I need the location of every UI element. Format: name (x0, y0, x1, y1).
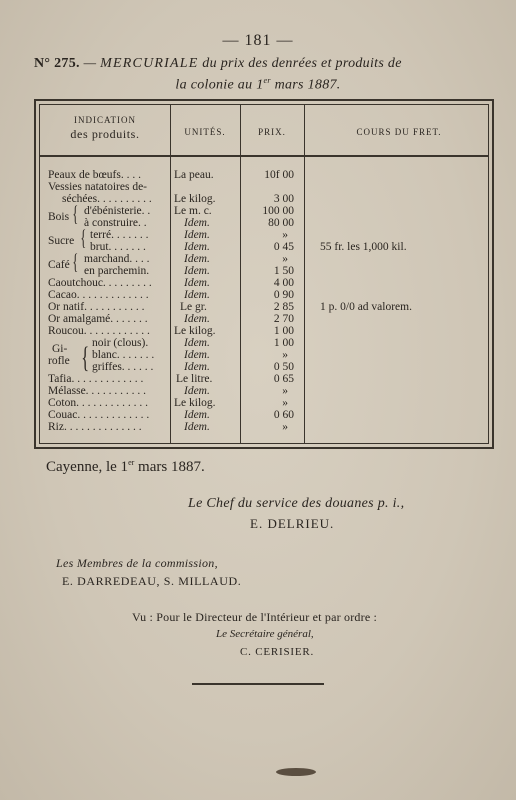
product-cell: d'ébénisterie. . (84, 205, 151, 217)
chef-name: E. DELRIEU. (250, 516, 335, 531)
unit-cell: Idem. (184, 385, 210, 397)
header-separator (40, 155, 488, 157)
unit-cell: Idem. (184, 361, 210, 373)
group-label-sucre: Sucre (48, 235, 75, 247)
place-date-b: mars 1887. (134, 459, 205, 475)
heading-dash: — (79, 56, 101, 71)
header-freight: COURS DU FRET. (356, 127, 442, 137)
product-cell: Peaux de bœufs. . . . (48, 169, 141, 181)
freight-cell-or: 1 p. 0/0 ad valorem. (320, 301, 412, 313)
product-cell: Mélasse. . . . . . . . . . . (48, 385, 147, 397)
product-cell: griffes. . . . . . (92, 361, 154, 373)
closing-rule (192, 683, 324, 685)
product-cell: Tafia. . . . . . . . . . . . . (48, 373, 144, 385)
price-table-inner (39, 104, 489, 444)
place-date-a: Cayenne, le 1 (46, 459, 129, 475)
unit-cell: Idem. (184, 217, 210, 229)
members-names: E. DARREDEAU, S. MILLAUD. (62, 574, 242, 588)
unit-cell: Idem. (184, 337, 210, 349)
unit-cell: Le kilog. (174, 193, 216, 205)
price-cell: » (282, 385, 288, 397)
price-cell: 0 45 (273, 241, 294, 253)
chef-title: Le Chef du service des douanes p. i., (188, 496, 405, 511)
price-cell: » (282, 229, 288, 241)
price-cell: » (282, 253, 288, 265)
vu-line: Vu : Pour le Directeur de l'Intérieur et par ordre : (132, 610, 378, 624)
unit-cell: Le litre. (176, 373, 213, 385)
heading-line2-b: mars 1887. (270, 77, 341, 93)
header-price: PRIX. (258, 127, 286, 137)
unit-cell: Idem. (184, 409, 210, 421)
unit-cell: Idem. (184, 421, 210, 433)
heading-line-2 (0, 76, 516, 94)
unit-cell: Le kilog. (174, 397, 216, 409)
unit-cell: Idem. (184, 349, 210, 361)
members-title: Les Membres de la commission, (56, 556, 218, 570)
brace-cafe: { (72, 249, 79, 274)
product-cell: brut. . . . . . . (90, 241, 146, 253)
product-cell: Caoutchouc. . . . . . . . . (48, 277, 152, 289)
unit-cell: La peau. (174, 169, 214, 181)
place-date (46, 458, 205, 476)
price-table (34, 99, 494, 449)
unit-cell: Idem. (184, 313, 210, 325)
product-cell: Or amalgamé. . . . . . . (48, 313, 148, 325)
price-cell: 4 00 (273, 277, 294, 289)
product-cell: en parchemin. (84, 265, 150, 277)
price-cell: 10f 00 (264, 169, 294, 181)
place-date-sup: er (128, 458, 135, 467)
group-label-girofle: Gi- (52, 343, 68, 355)
secretary-title: Le Secrétaire général, (216, 628, 314, 640)
product-cell: Riz. . . . . . . . . . . . . . (48, 421, 142, 433)
header-indication: INDICATION (74, 115, 136, 125)
product-cell: à construire. . (84, 217, 147, 229)
product-cell: Couac. . . . . . . . . . . . . (48, 409, 150, 421)
unit-cell: Idem. (184, 265, 210, 277)
price-cell: » (282, 397, 288, 409)
header-units: UNITÉS. (184, 127, 226, 137)
unit-cell: Idem. (184, 229, 210, 241)
product-cell: séchées. . . . . . . . . . (62, 193, 152, 205)
unit-cell: Idem. (184, 241, 210, 253)
unit-cell: Idem. (184, 253, 210, 265)
price-cell: 1 00 (273, 325, 294, 337)
group-label-bois: Bois (48, 211, 70, 223)
unit-cell: Le m. c. (174, 205, 212, 217)
heading-title-caps: MERCURIALE (100, 56, 199, 71)
unit-cell: Le kilog. (174, 325, 216, 337)
brace-bois: { (72, 201, 79, 226)
header-products: des produits. (70, 127, 140, 141)
heading-line2-a: la colonie au 1 (175, 77, 264, 93)
price-cell: 1 50 (273, 265, 294, 277)
freight-cell-sucre: 55 fr. les 1,000 kil. (320, 241, 407, 253)
heading-line2-sup: er (263, 76, 271, 85)
secretary-name: C. CERISIER. (240, 646, 315, 658)
price-cell: » (282, 421, 288, 433)
group-label-cafe: Café (48, 259, 70, 271)
price-cell: 3 00 (273, 193, 294, 205)
tailpiece-ornament (276, 768, 316, 776)
brace-girofle: { (81, 341, 90, 374)
price-cell: » (282, 349, 288, 361)
price-cell: 0 90 (273, 289, 294, 301)
unit-cell: Le gr. (180, 301, 207, 313)
unit-cell: Idem. (184, 289, 210, 301)
product-cell: blanc. . . . . . . (92, 349, 155, 361)
group-label-girofle-2: rofle (48, 355, 70, 367)
heading-title-rest: du prix des denrées et produits de (198, 56, 402, 71)
price-cell: 80 00 (268, 217, 294, 229)
price-cell: 100 00 (262, 205, 294, 217)
unit-cell: Idem. (184, 277, 210, 289)
product-cell: terré. . . . . . . (90, 229, 149, 241)
document-heading (34, 56, 494, 72)
product-cell: Or natif. . . . . . . . . . . (48, 301, 145, 313)
product-cell: noir (clous). (92, 337, 149, 349)
product-cell: Roucou. . . . . . . . . . . . (48, 325, 150, 337)
price-cell: 2 70 (273, 313, 294, 325)
price-cell: 0 65 (273, 373, 294, 385)
price-cell: 0 60 (273, 409, 294, 421)
heading-number: N° 275. (34, 56, 80, 71)
price-cell: 1 00 (273, 337, 294, 349)
brace-sucre: { (80, 225, 87, 250)
product-cell: Vessies natatoires de- (48, 181, 147, 193)
product-cell: Cacao. . . . . . . . . . . . . (48, 289, 149, 301)
product-cell: Coton. . . . . . . . . . . . . (48, 397, 148, 409)
price-cell: 0 50 (273, 361, 294, 373)
price-cell: 2 85 (273, 301, 294, 313)
product-cell: marchand. . . . (84, 253, 150, 265)
page-number: — 181 — (222, 32, 294, 49)
